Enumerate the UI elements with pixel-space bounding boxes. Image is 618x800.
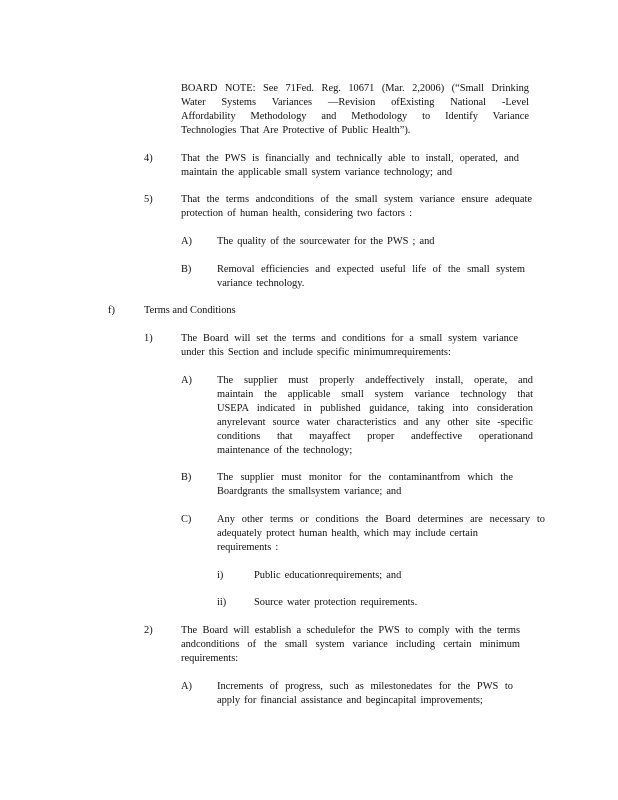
item-f1-label: 1)	[144, 333, 153, 344]
item-f1C-line: Any other terms or conditions the Board determines are necessary to	[217, 514, 545, 525]
board-note-line: Affordability Methodology and Methodology to Identify Variance	[181, 111, 529, 122]
item-f1C-label: C)	[181, 514, 192, 525]
item-f1-line: The Board will set the terms and conditions for a small system variance	[181, 333, 518, 344]
item-f2-label: 2)	[144, 625, 153, 636]
item-f1Ci-label: i)	[217, 570, 224, 581]
item-4-label: 4)	[144, 153, 153, 164]
board-note	[181, 82, 529, 138]
item-5B-label: B)	[181, 264, 192, 275]
item-f1A-line: USEPA indicated in published guidance, taking into consideration	[217, 403, 533, 414]
item-5A-label: A)	[181, 236, 192, 247]
item-f2A-label: A)	[181, 681, 192, 692]
board-note-line: BOARD NOTE: See 71Fed. Reg. 10671 (Mar. 2,2006) (“Small Drinking	[181, 83, 529, 94]
item-f1Cii-text	[254, 596, 424, 610]
item-f1Cii-line: Source water protection requirements.	[254, 597, 418, 608]
item-f1A-line: conditions that mayaffect proper andeffective operationand	[217, 431, 533, 442]
item-f1B-line: Boardgrants the smallsystem variance; and	[217, 486, 402, 497]
item-f1A-text	[217, 374, 533, 458]
item-f1-line: under this Section and include specific minimumrequirements:	[181, 347, 451, 358]
item-f2-line: andconditions of the small system variance including certain minimum	[181, 639, 520, 650]
item-f1Ci-text	[254, 569, 418, 583]
board-note-line: Technologies That Are Protective of Public Health”).	[181, 125, 411, 136]
item-5A-line: The quality of the sourcewater for the PWS ; and	[217, 236, 435, 247]
item-f1C-text	[217, 513, 545, 555]
item-f1A-line: The supplier must properly andeffectively install, operate, and	[217, 375, 533, 386]
item-f1C-line: adequately protect human health, which may include certain	[217, 528, 478, 539]
item-4-line: maintain the applicable small system variance technology; and	[181, 167, 453, 178]
item-f1A-line: maintenance of the technology;	[217, 445, 353, 456]
item-f1B-text	[217, 471, 513, 499]
item-f2-line: The Board will establish a schedulefor the PWS to comply with the terms	[181, 625, 520, 636]
item-5B-text	[217, 263, 525, 291]
item-f2-text	[181, 624, 520, 666]
item-f1A-label: A)	[181, 375, 192, 386]
item-f1A-line: maintain the applicable small system variance technology that	[217, 389, 533, 400]
item-f1Cii-label: ii)	[217, 597, 227, 608]
section-f-label: f)	[108, 305, 115, 316]
item-f2-line: requirements:	[181, 653, 239, 664]
item-5B-line: variance technology.	[217, 278, 305, 289]
item-5-line: protection of human health, considering two factors :	[181, 208, 412, 219]
item-4-text	[181, 152, 519, 180]
item-f1C-line: requirements :	[217, 542, 279, 553]
item-f1Ci-line: Public educationrequirements; and	[254, 570, 402, 581]
item-5-line: That the terms andconditions of the small system variance ensure adequate	[181, 194, 532, 205]
item-f1B-label: B)	[181, 472, 192, 483]
item-5A-text	[217, 235, 457, 249]
item-f1B-line: The supplier must monitor for the contaminantfrom which the	[217, 472, 513, 483]
item-f2A-line: Increments of progress, such as milestonedates for the PWS to	[217, 681, 513, 692]
item-f2A-text	[217, 680, 513, 708]
item-f1-text	[181, 332, 518, 360]
item-f1A-line: anyrelevant source water characteristics and any other site -specific	[217, 417, 533, 428]
item-5-label: 5)	[144, 194, 153, 205]
board-note-line: Water Systems Variances —Revision ofExisting National -Level	[181, 97, 529, 108]
item-5B-line: Removal efficiencies and expected useful life of the small system	[217, 264, 525, 275]
item-f2A-line: apply for financial assistance and begincapital improvements;	[217, 695, 483, 706]
section-f-title: Terms and Conditions	[144, 305, 236, 316]
item-4-line: That the PWS is financially and technically able to install, operated, and	[181, 153, 519, 164]
item-5-text	[181, 193, 532, 221]
